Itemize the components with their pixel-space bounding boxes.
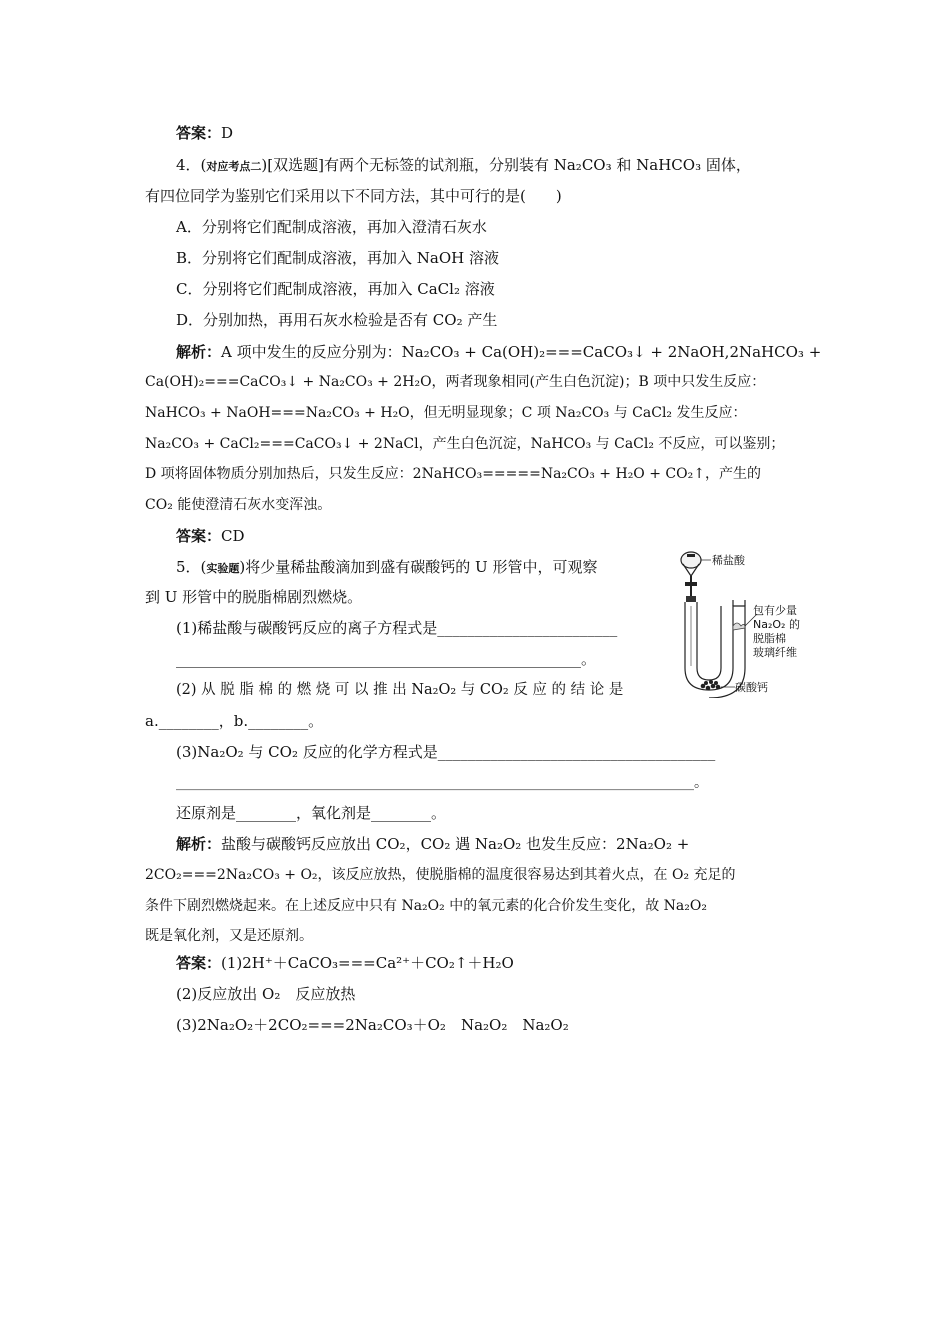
q4-analysis-line3: NaHCO₃ + NaOH===Na₂CO₃ + H₂O，但无明显现象；C 项 Na₂CO₃ 与 CaCl₂ 发生反应：: [145, 405, 747, 421]
q5-analysis-line2: 2CO₂===2Na₂CO₃ + O₂，该反应放热，使脱脂棉的温度很容易达到其着火点，在 O₂ 充足的: [145, 867, 736, 883]
q4-analysis-line2: Ca(OH)₂===CaCO₃↓ + Na₂CO₃ + 2H₂O，两者现象相同(产生白色沉淀)；B 项中只发生反应：: [145, 374, 766, 390]
q4-option-d: D．分别加热，再用石灰水检验是否有 CO₂ 产生: [176, 311, 498, 329]
q5-stem-line1: [176, 557, 597, 579]
analysis-label: 解析：: [176, 835, 222, 853]
q4-type: )[双选题]: [261, 156, 324, 174]
q4-analysis-text1: A 项中发生的反应分别为：Na₂CO₃ + Ca(OH)₂===CaCO₃↓ + 2NaOH,2NaHCO₃ +: [221, 343, 822, 361]
q5-analysis-text1: 盐酸与碳酸钙反应放出 CO₂，CO₂ 遇 Na₂O₂ 也发生反应：2Na₂O₂ +: [221, 835, 690, 853]
q5-part1-blank: ______________________________________________________。: [176, 650, 597, 668]
q4-analysis-line4: Na₂CO₃ + CaCl₂===CaCO₃↓ + 2NaCl，产生白色沉淀，NaHCO₃ 与 CaCl₂ 不反应，可以鉴别；: [145, 436, 785, 452]
q5-analysis-line4: 既是氧化剂，又是还原剂。: [145, 928, 313, 944]
u-tube-apparatus-figure: [675, 548, 815, 698]
answer-line-q5-3: (3)2Na₂O₂＋2CO₂===2Na₂CO₃＋O₂ Na₂O₂ Na₂O₂: [176, 1016, 569, 1034]
q5-part3-line1: (3)Na₂O₂ 与 CO₂ 反应的化学方程式是_____________________________________: [176, 743, 716, 761]
answer-line-q5-2: (2)反应放出 O₂ 反应放热: [176, 985, 356, 1003]
q5-part2-blanks: a.________，b.________。: [145, 712, 324, 730]
answer-value: (1)2H⁺＋CaCO₃===Ca²⁺＋CO₂↑＋H₂O: [221, 954, 514, 972]
answer-label: 答案：: [176, 124, 222, 142]
q4-option-a: A．分别将它们配制成溶液，再加入澄清石灰水: [176, 218, 487, 236]
label-calcium-carbonate: 碳酸钙: [735, 681, 768, 694]
q4-option-b: B．分别将它们配制成溶液，再加入 NaOH 溶液: [176, 249, 500, 267]
label-glass-fiber: 玻璃纤维: [753, 646, 797, 659]
analysis-label: 解析：: [176, 343, 222, 361]
q5-part3-line2: __________________________________________________________________________。: [176, 775, 708, 791]
q5-tag: 实验题: [206, 562, 240, 575]
q4-analysis-line5: D 项将固体物质分别加热后，只发生反应：2NaHCO₃=====Na₂CO₃ + H₂O + CO₂↑，产生的: [145, 466, 761, 482]
q5-analysis-line1: [176, 834, 805, 854]
label-absorbent-cotton: 脱脂棉: [753, 632, 786, 645]
q5-part2-line1: (2) 从 脱 脂 棉 的 燃 烧 可 以 推 出 Na₂O₂ 与 CO₂ 反 应 的 结 论 是: [176, 682, 624, 698]
q5-part1: (1)稀盐酸与碳酸钙反应的离子方程式是________________________: [176, 619, 618, 637]
answer-value: D: [221, 124, 234, 142]
answer-line-q4: [176, 526, 245, 546]
label-contains-small: 包有少量: [753, 604, 797, 617]
answer-label: 答案：: [176, 527, 222, 545]
q4-tag: 对应考点二: [206, 160, 262, 173]
q5-number: 5．(: [176, 558, 207, 576]
q5-stem1: )将少量稀盐酸滴加到盛有碳酸钙的 U 形管中，可观察: [239, 558, 598, 576]
label-na2o2-of: Na₂O₂ 的: [753, 618, 800, 631]
answer-line-q5-1: [176, 953, 514, 973]
q4-number: 4．(: [176, 156, 207, 174]
answer-value: CD: [221, 527, 245, 545]
q4-analysis-line1: [176, 342, 822, 362]
q4-stem1: 有两个无标签的试剂瓶，分别装有 Na₂CO₃ 和 NaHCO₃ 固体，: [323, 156, 751, 174]
answer-line-q3: [176, 123, 233, 143]
label-dilute-hcl: 稀盐酸: [712, 554, 745, 567]
q5-part3-line3: 还原剂是________，氧化剂是________。: [176, 804, 447, 822]
q4-stem-line1: [176, 155, 805, 177]
q5-analysis-line3: 条件下剧烈燃烧起来。在上述反应中只有 Na₂O₂ 中的氧元素的化合价发生变化，故 Na₂O₂: [145, 898, 707, 914]
answer-label: 答案：: [176, 954, 222, 972]
q4-option-c: C．分别将它们配制成溶液，再加入 CaCl₂ 溶液: [176, 280, 495, 298]
dropping-funnel-icon: [681, 552, 701, 602]
q4-analysis-line6: CO₂ 能使澄清石灰水变浑浊。: [145, 497, 332, 513]
q4-stem-line2: 有四位同学为鉴别它们采用以下不同方法，其中可行的是( ): [145, 187, 562, 205]
q5-stem-line2: 到 U 形管中的脱脂棉剧烈燃烧。: [145, 588, 363, 606]
